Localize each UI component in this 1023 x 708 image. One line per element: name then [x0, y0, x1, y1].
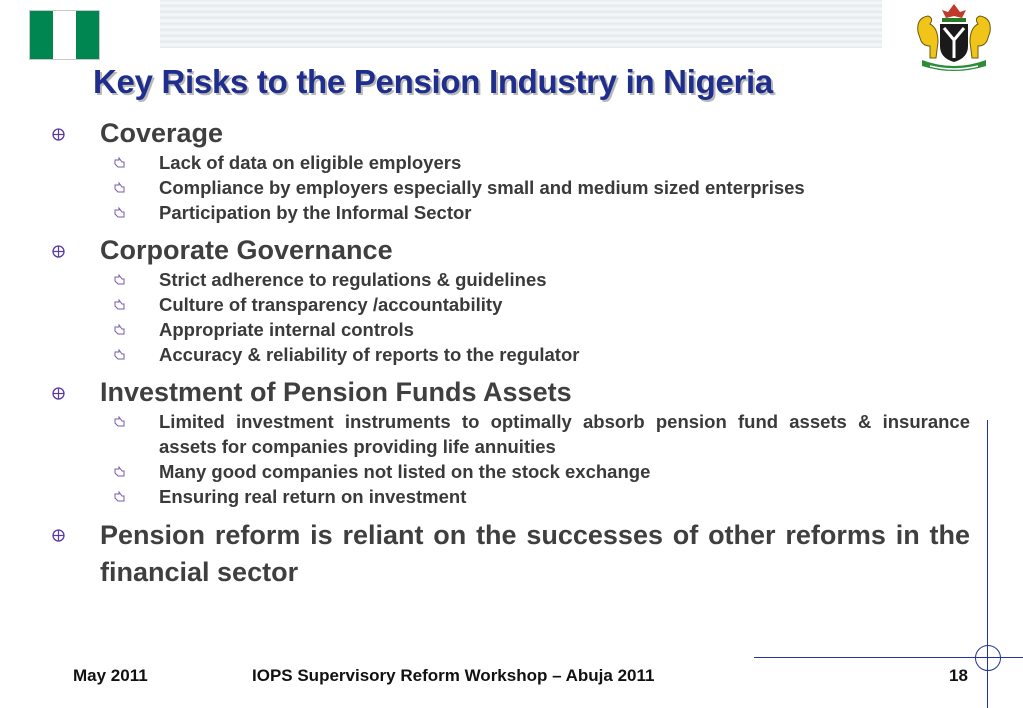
bullet-list [52, 116, 970, 591]
globe-bullet-icon [52, 128, 65, 141]
sub-list [52, 150, 970, 233]
list-item: Accuracy & reliability of reports to the regulator [52, 342, 970, 367]
page-number: 18 [949, 666, 968, 685]
hand-pointer-icon [114, 324, 125, 335]
list-item: Limited investment instruments to optimally absorb pension fund assets & insurance assets for companies providing life annuities [52, 409, 970, 459]
list-item: Many good companies not listed on the stock exchange [52, 459, 970, 484]
sub-list [52, 409, 970, 517]
footer-event: IOPS Supervisory Reform Workshop – Abuja 2011 [252, 666, 655, 685]
list-item: Participation by the Informal Sector [52, 200, 970, 225]
section-heading: Corporate Governance [52, 233, 970, 267]
footer-date: May 2011 [73, 666, 148, 685]
globe-bullet-icon [52, 387, 65, 400]
list-item: Lack of data on eligible employers [52, 150, 970, 175]
section-heading: Investment of Pension Funds Assets [52, 375, 970, 409]
hand-pointer-icon [114, 466, 125, 477]
hand-pointer-icon [114, 491, 125, 502]
header-banner [160, 0, 882, 48]
list-item: Strict adherence to regulations & guidelines [52, 267, 970, 292]
sub-list [52, 267, 970, 375]
page-title: Key Risks to the Pension Industry in Nigeria [93, 63, 773, 100]
list-item: Culture of transparency /accountability [52, 292, 970, 317]
list-item: Ensuring real return on investment [52, 484, 970, 509]
list-item: Appropriate internal controls [52, 317, 970, 342]
hand-pointer-icon [114, 349, 125, 360]
hand-pointer-icon [114, 299, 125, 310]
hand-pointer-icon [114, 416, 125, 427]
section-heading: Pension reform is reliant on the successes of other reforms in the financial sector [52, 517, 970, 591]
hand-pointer-icon [114, 207, 125, 218]
hand-pointer-icon [114, 182, 125, 193]
section-heading: Coverage [52, 116, 970, 150]
nigeria-flag-icon [29, 10, 100, 60]
hand-pointer-icon [114, 157, 125, 168]
list-item: Compliance by employers especially small and medium sized enterprises [52, 175, 970, 200]
coat-of-arms-icon [908, 2, 1000, 74]
globe-bullet-icon [52, 529, 65, 542]
hand-pointer-icon [114, 274, 125, 285]
globe-bullet-icon [52, 245, 65, 258]
corner-circle [975, 645, 1001, 671]
